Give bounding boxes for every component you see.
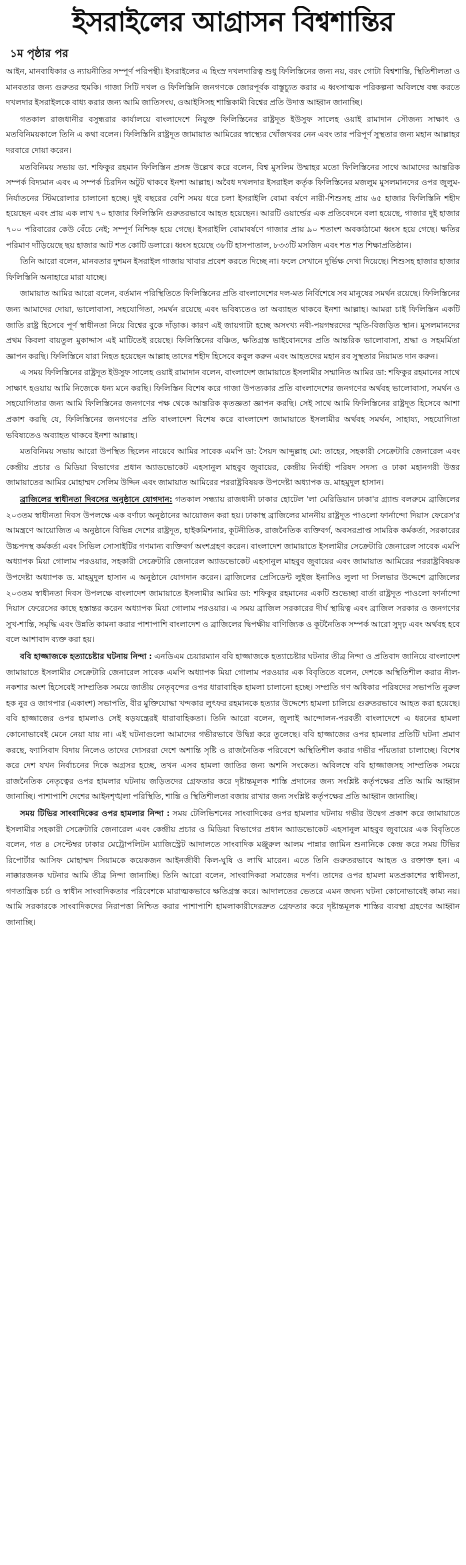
paragraph-text: তিনি আরো বলেন, মানবতার দুশমন ইসরাইল গাজায় খাবার প্রবেশ করতে দিচ্ছে না। ফলে সেখানে দুর্ভিক্ষ দেখা দিয়েছে। শিশুসহ হাজার হাজার ফিলিস্তিনি অনাহারে মারা যাচ্ছে। [6,256,460,282]
article-paragraph [6,649,460,805]
article-paragraph [6,64,460,111]
subheading-somoy-tv-condemnation: সময় টিভির সাংবাদিকের ওপর হামলার নিন্দা : [20,807,170,818]
paragraph-text: এ সময় ফিলিস্তিনের রাষ্ট্রদূত ইউসুফ সালেহ ওয়াই রামাদান বলেন, বাংলাদেশ জামায়াতে ইসলামীর সম্মানিত আমির ডা: শফিকুর রহমানের সাথে সাক্ষাৎ হওয়ায় আমি নিজেকে ধন্য মনে করছি। ফিলিস্তিন বিশেষ করে গাজা উপত্যকার প্রতি বাংলাদেশের জনগণের অর্থবহ ভালোবাসা, সমর্থন ও সহযোগিতার জন্য আমি ফিলিস্তিনের জনগণের পক্ষ থেকে আন্তরিক কৃতজ্ঞতা জ্ঞাপন করছি। সেই সাথে আমি ফিলিস্তিনের রাষ্ট্রদূত হিসেবে আশা প্রকাশ করছি যে, ফিলিস্তিনের জনগণের প্রতি বাংলাদেশ বিশেষ করে বাংলাদেশ জামায়াতে ইসলামীর অর্থবহ সমর্থন, সাহায্য, সহযোগিতা ভবিষ্যতেও অব্যাহত থাকবে ইনশা আল্লাহ। [6,367,460,440]
continued-from-label: ১ম পৃষ্ঠার পর [10,47,69,60]
paragraph-text: গতকাল রাজধানীর বসুন্ধরার কার্যালয়ে বাংলাদেশে নিযুক্ত ফিলিস্তিনের রাষ্ট্রদূত ইউসুফ সালেহ ওয়াই রামাদান সৌজন্য সাক্ষাৎ ও মতবিনিময়কালে তিনি এ কথা বলেন। ফিলিস্তিনি রাষ্ট্রদূত জামায়াত আমিরের স্বাস্থ্যের খোঁজখবর নেন এবং তার পরিপূর্ণ সুস্থতার জন্য মহান আল্লাহর দরবারে দোয়া করেন। [6,113,460,155]
headline: ইসরাইলের আগ্রাসন বিশ্বশান্তির [72,7,394,38]
paragraph-text: মতবিনিময় সভায় আরো উপস্থিত ছিলেন নায়েবে আমির সাবেক এমপি ডা: সৈয়দ আব্দুল্লাহ মো: তাহের, সহকারী সেক্রেটারি জেনারেল এবং কেন্দ্রীয় প্রচার ও মিডিয়া বিভাগের প্রধান অ্যাডভোকেট এহসানুল মাহবুব জুবায়ের, কেন্দ্রীয় নির্বাহী পরিষদ সদস্য ও ঢাকা মহানগরী উত্তর জামায়াতের আমির মোহাম্মদ সেলিম উদ্দিন এবং জামায়াত আমিরের পররাষ্ট্রবিষয়ক উপদেষ্টা অধ্যাপক ড. মাহমুদুল হাসান। [6,446,460,488]
article-paragraph [6,806,460,931]
paragraph-text: গতকাল সন্ধ্যায় রাজধানী ঢাকার হোটেল 'লা মেরিডিয়ান ঢাকা'র গ্র্যান্ড বলরুমে ব্রাজিলের ২০৩তম স্বাধীনতা দিবস উপলক্ষে এক বর্ণাঢ্য অনুষ্ঠানের আয়োজন করা হয়। ঢাকাস্থ ব্রাজিলের মাননীয় রাষ্ট্রদূত পাওলো ফার্নান্দো দিয়াস ফেরেস'র আমন্ত্রণে আয়োজিত এ অনুষ্ঠানে বিভিন্ন দেশের রাষ্ট্রদূত, হাইকমিশনার, কূটনীতিক, রাজনৈতিক ব্যক্তিবর্গ, অবসরপ্রাপ্ত সামরিক কর্মকর্তা, সরকারের উচ্চপদস্থ কর্মকর্তা এবং সিভিল সোসাইটির গণমান্য ব্যক্তিবর্গ অংশগ্রহণ করেন। বাংলাদেশ জামায়াতে ইসলামীর সেক্রেটারি জেনারেল সাবেক এমপি অধ্যাপক মিয়া গোলাম পরওয়ার, সহকারী সেক্রেটারি জেনারেল অ্যাডভোকেট এহসানুল মাহবুব জুবায়ের এবং জামায়াত আমিরের পররাষ্ট্রবিষয়ক উপদেষ্টা অধ্যাপক ড. মাহমুদুল হাসান এ অনুষ্ঠানে যোগদান করেন। ব্রাজিলের প্রেসিডেন্ট লুইজ ইনাসিও লুলা দা সিলভার উদ্দেশে ব্রাজিলের ২০৩তম স্বাধীনতা দিবস উপলক্ষে বাংলাদেশ জামায়াতে ইসলামীর আমির ডা: শফিকুর রহমানের একটি শুভেচ্ছা বার্তা রাষ্ট্রদূত পাওলো ফার্নান্দো দিয়াস ফেরেসের কাছে হস্তান্তর করেন অধ্যাপক মিয়া গোলাম পরওয়ার। এ সময় ব্রাজিল সরকারের দীর্ঘ স্থায়িত্ব এবং ব্রাজিল সরকার ও জনগণের সুখ-শান্তি, সমৃদ্ধি এবং উন্নতি কামনা করার পাশাপাশি বাংলাদেশ ও ব্রাজিলের দ্বিপক্ষীয় বাণিজ্যিক ও কূটনৈতিক সম্পর্ক আরো সুদৃঢ় এবং অর্থবহ হবে বলে আশাবাদ ব্যক্ত করা হয়। [6,494,460,645]
subheading-bobby-hajjaj-condemnation: ববি হাজ্জাজকে হত্যাচেষ্টার ঘটনায় নিন্দা : [20,650,152,661]
article-paragraph [6,365,460,443]
paragraph-text: জামায়াত আমির আরো বলেন, বর্তমান পরিস্থিতিতে ফিলিস্তিনের প্রতি বাংলাদেশের দল-মত নির্বিশেষে সব মানুষের সমর্থন রয়েছে। ফিলিস্তিনের জন্য আমাদের দোয়া, ভালোবাসা, সহযোগিতা, সমর্থন রয়েছে এবং ভবিষ্যতেও তা অব্যাহত থাকবে ইনশা আল্লাহ। আমরা চাই ফিলিস্তিন একটি জাতি রাষ্ট্র হিসেবে পূর্ণ স্বাধীনতা নিয়ে বিশ্বের বুকে দাঁড়াক। কারণ এই জায়গাটা হচ্ছে অসংখ্য নবী-পয়গম্বরদের স্মৃতি-বিজড়িত স্থান। মুসলমানদের প্রথম কিবলা বায়তুল মুকাদ্দাস এই মাটিতেই রয়েছে। ফিলিস্তিনের বঞ্চিত, ক্ষতিগ্রস্ত ভাইবোনদের প্রতি আন্তরিক ভালোবাসা, শ্রদ্ধা ও সহমর্মিতা জ্ঞাপন করছি। ফিলিস্তিনে যারা নিহত হয়েছেন আল্লাহ তাদের শহীদ হিসেবে কবুল করুন এবং আহতদের মহান রব সুস্থতার নিয়ামত দান করুন। [6,288,460,361]
paragraph-text: সময় টেলিভিশনের সাংবাদিকের ওপর হামলার ঘটনায় গভীর উদ্বেগ প্রকাশ করে জামায়াতে ইসলামীর সহকারী সেক্রেটারি জেনারেল এবং কেন্দ্রীয় প্রচার ও মিডিয়া বিভাগের প্রধান অ্যাডভোকেট এহসানুল মাহবুব জুবায়ের এক বিবৃতিতে বলেন, গত ৪ সেপ্টেম্বর ঢাকার মেট্রোপলিটন ম্যাজিস্ট্রেট আদালতে সাংবাদিক মঞ্জুরুল আলম পান্নার জামিন শুনানিকে কেন্দ্র করে সময় টিভির রিপোর্টার আসিফ মোহাম্মদ সিয়ামকে কয়েকজন আইনজীবী কিল-ঘুষি ও লাথি মারেন। এতে তিনি গুরুতরভাবে আহত ও রক্তাক্ত হন। এ নাক্কারজনক ঘটনার আমি তীব্র নিন্দা জানাচ্ছি। তিনি আরো বলেন, সাংবাদিকরা সমাজের দর্পণ। তাদের ওপর হামলা মতপ্রকাশের স্বাধীনতা, গণতান্ত্রিক চর্চা ও স্বাধীন সাংবাদিকতার পরিবেশকে মারাত্মকভাবে ক্ষতিগ্রস্ত করে। আদালতের ভেতরে এমন জঘন্য ঘটনা কোনোভাবেই কাম্য নয়। আমি সরকারকে সাংবাদিকদের নিরাপত্তা নিশ্চিত করার পাশাপাশি হামলাকারীদেরদ্রুত গ্রেফতার করে দৃষ্টান্তমূলক শাস্তির ব্যবস্থা গ্রহণের আহ্বান জানাচ্ছি। [6,807,460,928]
article-paragraph [6,254,460,285]
article-paragraph [6,286,460,364]
article-paragraph [6,160,460,254]
article-paragraph [6,444,460,491]
paragraph-text: এনডিএম চেয়ারম্যান ববি হাজ্জাজকে হত্যাচেষ্টার ঘটনার তীব্র নিন্দা ও প্রতিবাদ জানিয়ে বাংলাদেশ জামায়াতে ইসলামীর সেক্রেটারি জেনারেল সাবেক এমপি অধ্যাপক মিয়া গোলাম পরওয়ার এক বিবৃতিতে বলেন, দেশকে অস্থিতিশীল করার নীল-নকশার অংশ হিসেবেই সাম্প্রতিক সময়ে জাতীয় নেতৃবৃন্দের ওপর ধারাবাহিক হামলা চালানো হচ্ছে। সম্প্রতি গণ অধিকার পরিষদের সভাপতি নুরুল হক নুর ও জাগপার (একাংশ) সভাপতি, বীর মুক্তিযোদ্ধা খন্দকার লুৎফর রহমানকে হত্যার উদ্দেশ্যে হামলা চালিয়ে গুরুতরভাবে আহত করা হয়েছে। ববি হাজ্জাজের ওপর হামলাও সেই ষড়যন্ত্রেরই ধারাবাহিকতা। তিনি আরো বলেন, জুলাই আন্দোলন-পরবর্তী বাংলাদেশে এ ধরনের হামলা কোনোভাবেই মেনে নেয়া যায় না। এই ঘটনাগুলো আমাদের গভীরভাবে উদ্বিগ্ন করে তুলেছে। ববি হাজ্জাজের ওপর হামলার প্রতিটি ঘটনা প্রমাণ করছে, ফ্যাসিবাদ বিদায় নিলেও তাদের দোসররা দেশে অশান্তি সৃষ্টি ও রাজনৈতিক পরিবেশে অস্থিতিশীল করার গভীর পাঁয়তারা চালাচ্ছে। বিশেষ করে দেশ যখন নির্বাচনের দিকে অগ্রসর হচ্ছে, তখন এসব হামলা জাতির জন্য অশনি সংকেত। অবিলম্বে ববি হাজ্জাজসহ সাম্প্রতিক সময়ে রাজনৈতিক নেতৃত্বের ওপর হামলার ঘটনায় জড়িতদের গ্রেফতার করে দৃষ্টান্তমূলক শাস্তি প্রদানের জন্য সংশ্লিষ্ট কর্তৃপক্ষের প্রতি আমি আহ্বান জানাচ্ছি। পাশাপাশি দেশের আইনশৃঙ্খলা পরিস্থিতি, শান্তি ও স্থিতিশীলতা বজায় রাখার জন্য সংশ্লিষ্ট কর্তৃপক্ষের প্রতি আহ্বান জানাচ্ছি। [6,650,460,802]
paragraph-text: মতবিনিময় সভায় ডা. শফিকুর রহমান ফিলিস্তিন প্রসঙ্গ উল্লেখ করে বলেন, বিশ্ব মুসলিম উম্মাহর মতো ফিলিস্তিনের সাথে আমাদের আন্তরিক সম্পর্ক বিদ্যমান এবং এ সম্পর্ক চিরদিন অটুট থাকবে ইনশা আল্লাহ। অবৈধ দখলদার ইসরাইল কর্তৃক ফিলিস্তিনের মজলুম মুসলমানদের ওপর জুলুম-নির্যাতনের স্টিমরোলার চালানো হচ্ছে। দুই বছরের বেশি সময় ধরে চলা ইসরাইলি বোমা বর্ষণে নারী-শিশুসহ প্রায় ৬৫ হাজার ফিলিস্তিনি শহীদ হয়েছেন এবং প্রায় এক লাখ ৭০ হাজার ফিলিস্তিনি গুরুতরভাবে আহত হয়েছেন। আরটি ওয়ার্ল্ডের এক প্রতিবেদনে বলা হয়েছে, গাজার দুই হাজার ৭০০ পরিবারের কেউ বেঁচে নেই; সম্পূর্ণ নিশ্চিহ্ন হয়ে গেছে। ইসরাইলি বোমাবর্ষণে গাজার প্রায় ৯০ শতাংশ অবকাঠামো ধ্বংস হয়ে গেছে। ক্ষতির পরিমাণ দাঁড়িয়েছে ছয় হাজার আট শত কোটি ডলারে। ধ্বংস হয়েছে ৩৮টি হাসপাতাল, ৮৩৩টি মসজিদ এবং শত শত শিক্ষাপ্রতিষ্ঠান। [6,161,460,250]
paragraph-text: আইন, মানবাধিকার ও ন্যায়নীতির সম্পূর্ণ পরিপন্থী। ইসরাইলের এ হিংস্র দখলদারিত্ব শুধু ফিলিস্তিনের জন্য নয়, বরং গোটা বিশ্বশান্তি, স্থিতিশীলতা ও মানবতার জন্য গুরুতর হুমকি। গাজা সিটি দখল ও ফিলিস্তিনি জনগণকে জোরপূর্বক বাস্তুচ্যুত করার এ ধ্বংসাত্মক পরিকল্পনা অবিলম্বে বন্ধ করতে দখলদার ইসরাইলকে বাধ্য করার জন্য আমি জাতিসংঘ, ওআইসিসহ শান্তিকামী বিশ্বের প্রতি উদাত্ত আহ্বান জানাচ্ছি। [6,66,460,108]
article-paragraph [6,112,460,159]
article-paragraph [6,492,460,648]
subheading-brazil-independence-day: ব্রাজিলের স্বাধীনতা দিবসের অনুষ্ঠানে যোগদান: [20,494,173,505]
